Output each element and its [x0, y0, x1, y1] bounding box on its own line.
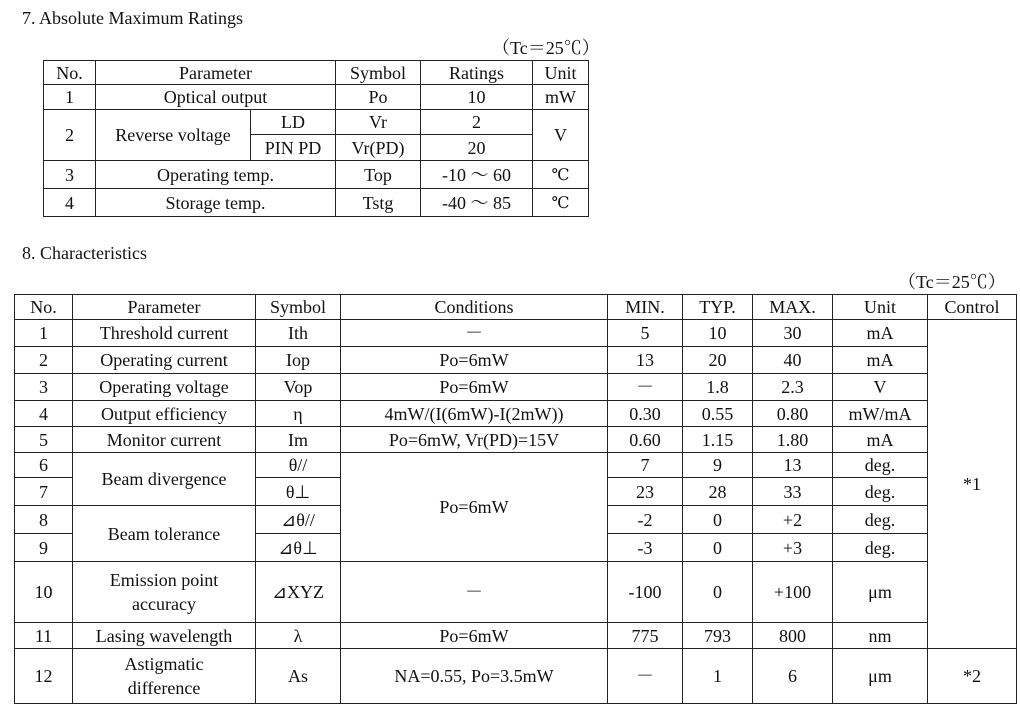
cell-parameter: Operating current [73, 347, 256, 374]
parameter-line-1: Astigmatic [124, 654, 204, 674]
cell-symbol: Top [336, 161, 421, 189]
cell-no: 2 [15, 347, 73, 374]
cell-symbol: λ [256, 623, 341, 649]
cell-typ: 0 [683, 534, 753, 562]
cell-parameter: Output efficiency [73, 401, 256, 427]
cell-unit: V [533, 110, 589, 161]
cell-conditions: Po=6mW [341, 347, 608, 374]
cell-parameter: Operating temp. [96, 161, 336, 189]
cell-subparameter: PIN PD [251, 135, 336, 161]
cell-typ: 9 [683, 453, 753, 478]
cell-unit: mW [533, 85, 589, 110]
cell-unit: mA [833, 320, 928, 347]
cell-typ: 1 [683, 649, 753, 704]
header-ratings: Ratings [421, 61, 533, 85]
cell-conditions: Po=6mW, Vr(PD)=15V [341, 427, 608, 453]
header-no: No. [15, 295, 73, 320]
cell-symbol: ⊿θ// [256, 506, 341, 534]
table-row [15, 453, 1017, 478]
cell-unit: mA [833, 427, 928, 453]
header-parameter: Parameter [73, 295, 256, 320]
section-7-condition: （Tc＝25℃） [492, 38, 600, 58]
cell-min: － [608, 374, 683, 401]
cell-symbol: As [256, 649, 341, 704]
cell-min: 0.30 [608, 401, 683, 427]
table-row [15, 374, 1017, 401]
cell-max: 30 [753, 320, 833, 347]
cell-symbol: θ// [256, 453, 341, 478]
cell-symbol: Tstg [336, 189, 421, 217]
cell-no: 3 [44, 161, 96, 189]
cell-conditions: NA=0.55, Po=3.5mW [341, 649, 608, 704]
header-conditions: Conditions [341, 295, 608, 320]
cell-symbol: Vr(PD) [336, 135, 421, 161]
cell-symbol: Vop [256, 374, 341, 401]
cell-typ: 793 [683, 623, 753, 649]
cell-parameter: Threshold current [73, 320, 256, 347]
cell-parameter: Lasing wavelength [73, 623, 256, 649]
cell-max: 13 [753, 453, 833, 478]
header-unit: Unit [833, 295, 928, 320]
cell-max: +3 [753, 534, 833, 562]
cell-min: 5 [608, 320, 683, 347]
cell-max: 1.80 [753, 427, 833, 453]
cell-unit: V [833, 374, 928, 401]
cell-unit: μm [833, 562, 928, 623]
cell-conditions: Po=6mW [341, 623, 608, 649]
cell-conditions: － [341, 320, 608, 347]
cell-no: 5 [15, 427, 73, 453]
cell-symbol: Vr [336, 110, 421, 135]
cell-no: 8 [15, 506, 73, 534]
cell-typ: 0 [683, 506, 753, 534]
cell-min: 7 [608, 453, 683, 478]
cell-rating: 20 [421, 135, 533, 161]
section-7-title: 7. Absolute Maximum Ratings [22, 8, 244, 28]
cell-typ: 0.55 [683, 401, 753, 427]
cell-rating: 2 [421, 110, 533, 135]
table-row [44, 189, 589, 217]
cell-min: － [608, 649, 683, 704]
cell-no: 9 [15, 534, 73, 562]
cell-no: 7 [15, 478, 73, 506]
cell-no: 11 [15, 623, 73, 649]
characteristics-table-body [15, 295, 1017, 704]
cell-min: -100 [608, 562, 683, 623]
table-row [15, 427, 1017, 453]
parameter-line-1: Emission point [109, 570, 219, 590]
cell-parameter: Reverse voltage [96, 110, 251, 161]
header-no: No. [44, 61, 96, 85]
cell-symbol: θ⊥ [256, 478, 341, 506]
cell-symbol: ⊿θ⊥ [256, 534, 341, 562]
cell-conditions: 4mW/(I(6mW)-I(2mW)) [341, 401, 608, 427]
cell-symbol: Iop [256, 347, 341, 374]
cell-symbol: ⊿XYZ [256, 562, 341, 623]
cell-rating: -10 ～ 60 [421, 161, 533, 189]
cell-no: 1 [15, 320, 73, 347]
cell-unit: ℃ [533, 189, 589, 217]
cell-min: 13 [608, 347, 683, 374]
header-typ: TYP. [683, 295, 753, 320]
cell-typ: 20 [683, 347, 753, 374]
table-row [44, 85, 589, 110]
table-row [15, 623, 1017, 649]
cell-min: 23 [608, 478, 683, 506]
table-header-row [44, 61, 589, 85]
cell-max: 6 [753, 649, 833, 704]
header-symbol: Symbol [336, 61, 421, 85]
cell-no: 3 [15, 374, 73, 401]
cell-parameter [73, 562, 256, 623]
cell-conditions: － [341, 562, 608, 623]
cell-subparameter: LD [251, 110, 336, 135]
cell-no: 1 [44, 85, 96, 110]
cell-conditions: Po=6mW [341, 374, 608, 401]
cell-unit: deg. [833, 478, 928, 506]
cell-no: 12 [15, 649, 73, 704]
characteristics-table [14, 294, 1017, 704]
cell-rating: -40 ～ 85 [421, 189, 533, 217]
header-max: MAX. [753, 295, 833, 320]
cell-max: 0.80 [753, 401, 833, 427]
cell-unit: μm [833, 649, 928, 704]
cell-conditions: Po=6mW [341, 453, 608, 562]
cell-min: 0.60 [608, 427, 683, 453]
cell-no: 2 [44, 110, 96, 161]
header-parameter: Parameter [96, 61, 336, 85]
cell-control: *2 [928, 649, 1017, 704]
cell-typ: 10 [683, 320, 753, 347]
parameter-line-2: difference [127, 678, 201, 698]
cell-parameter: Storage temp. [96, 189, 336, 217]
cell-typ: 0 [683, 562, 753, 623]
header-unit: Unit [533, 61, 589, 85]
cell-max: +100 [753, 562, 833, 623]
cell-symbol: Ith [256, 320, 341, 347]
cell-unit: nm [833, 623, 928, 649]
cell-unit: mW/mA [833, 401, 928, 427]
cell-symbol: η [256, 401, 341, 427]
table-row [44, 161, 589, 189]
cell-parameter: Beam divergence [73, 453, 256, 506]
section-8-condition: （Tc＝25℃） [898, 272, 1006, 292]
cell-symbol: Im [256, 427, 341, 453]
table-row [15, 320, 1017, 347]
cell-max: 2.3 [753, 374, 833, 401]
cell-no: 4 [15, 401, 73, 427]
table-row [15, 649, 1017, 704]
cell-unit: deg. [833, 506, 928, 534]
cell-no: 4 [44, 189, 96, 217]
header-control: Control [928, 295, 1017, 320]
cell-unit: deg. [833, 534, 928, 562]
cell-rating: 10 [421, 85, 533, 110]
cell-no: 10 [15, 562, 73, 623]
table-row [44, 110, 589, 135]
cell-parameter: Monitor current [73, 427, 256, 453]
cell-typ: 1.8 [683, 374, 753, 401]
cell-max: 40 [753, 347, 833, 374]
cell-max: 33 [753, 478, 833, 506]
table-header-row [15, 295, 1017, 320]
cell-max: 800 [753, 623, 833, 649]
table-row [15, 562, 1017, 623]
table-row [15, 347, 1017, 374]
cell-no: 6 [15, 453, 73, 478]
cell-typ: 1.15 [683, 427, 753, 453]
cell-control: *1 [928, 320, 1017, 649]
absolute-max-ratings-table [43, 60, 589, 217]
cell-symbol: Po [336, 85, 421, 110]
table-row [15, 401, 1017, 427]
cell-parameter: Beam tolerance [73, 506, 256, 562]
cell-unit: mA [833, 347, 928, 374]
cell-min: -3 [608, 534, 683, 562]
parameter-line-2: accuracy [132, 594, 196, 614]
cell-parameter: Optical output [96, 85, 336, 110]
cell-typ: 28 [683, 478, 753, 506]
cell-parameter: Operating voltage [73, 374, 256, 401]
section-8-title: 8. Characteristics [22, 243, 147, 263]
header-min: MIN. [608, 295, 683, 320]
cell-unit: deg. [833, 453, 928, 478]
cell-unit: ℃ [533, 161, 589, 189]
cell-min: -2 [608, 506, 683, 534]
header-symbol: Symbol [256, 295, 341, 320]
cell-min: 775 [608, 623, 683, 649]
cell-max: +2 [753, 506, 833, 534]
cell-parameter [73, 649, 256, 704]
